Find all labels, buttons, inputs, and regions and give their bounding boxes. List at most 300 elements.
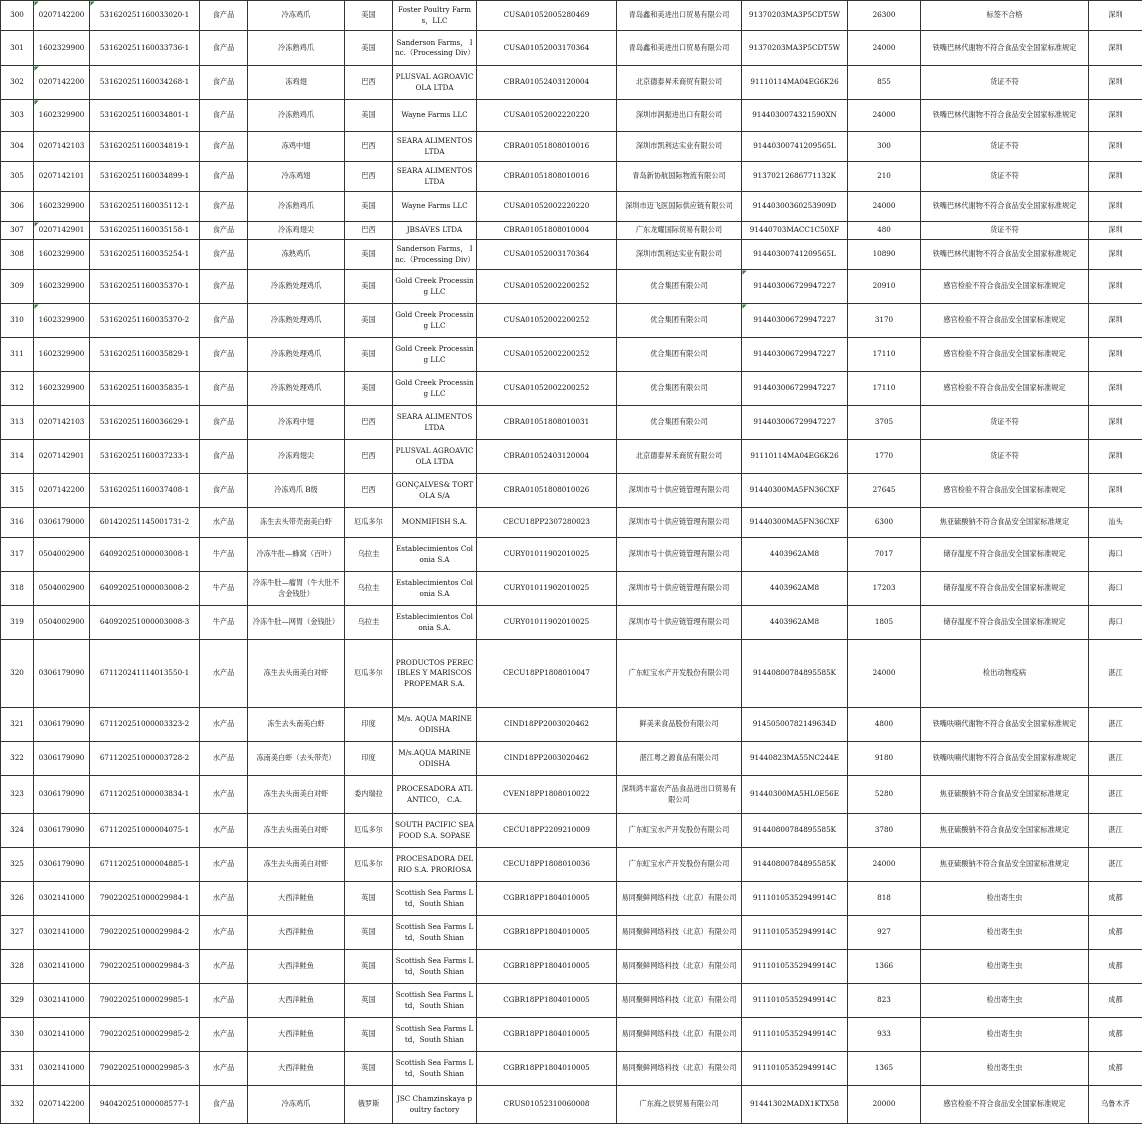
registration-number-cell: CBRA01051808010026 (477, 474, 617, 508)
origin-country-cell: 英国 (345, 950, 393, 984)
row-number-cell: 302 (1, 66, 34, 100)
quantity-cell: 855 (848, 66, 921, 100)
table-row (1, 31, 1142, 66)
importer-name-cell: 优合集团有限公司 (617, 304, 742, 338)
origin-country-cell: 巴西 (345, 222, 393, 240)
quantity-cell: 17203 (848, 572, 921, 606)
rejection-reason-cell: 货证不符 (921, 440, 1089, 474)
rejection-reason-cell: 储存温度不符合食品安全国家标准规定 (921, 606, 1089, 640)
port-cell: 深圳 (1089, 304, 1142, 338)
table-row (1, 1018, 1142, 1052)
declaration-number-cell: 671120251000004075-1 (90, 814, 200, 848)
quantity-cell: 927 (848, 916, 921, 950)
table-row (1, 1052, 1142, 1086)
port-cell: 深圳 (1089, 372, 1142, 406)
product-category-cell: 牛产品 (200, 538, 248, 572)
producer-name-cell: Foster Poultry Farms，LLC (393, 1, 477, 31)
hs-code-cell: 0207142901 (34, 440, 90, 474)
product-category-cell: 水产品 (200, 508, 248, 538)
port-cell: 湛江 (1089, 640, 1142, 708)
credit-code-cell: 91440800784895585K (742, 848, 848, 882)
registration-number-cell: CGBR18PP1804010005 (477, 882, 617, 916)
importer-name-cell: 广东龙耀国际贸易有限公司 (617, 222, 742, 240)
rejection-reason-cell: 标签不合格 (921, 1, 1089, 31)
hs-code-cell: 0207142103 (34, 406, 90, 440)
product-category-cell: 水产品 (200, 950, 248, 984)
row-number-cell: 326 (1, 882, 34, 916)
origin-country-cell: 乌拉圭 (345, 606, 393, 640)
registration-number-cell: CUSA01052002200252 (477, 270, 617, 304)
origin-country-cell: 美国 (345, 338, 393, 372)
product-name-cell: 冻生去头南美白对虾 (248, 848, 345, 882)
registration-number-cell: CVEN18PP1808010022 (477, 776, 617, 814)
rejection-reason-cell: 检出寄生虫 (921, 1018, 1089, 1052)
table-row (1, 572, 1142, 606)
quantity-cell: 24000 (848, 100, 921, 132)
importer-name-cell: 易同聚鲜网络科技（北京）有限公司 (617, 916, 742, 950)
credit-code-cell: 91440300741209565L (742, 240, 848, 270)
importer-name-cell: 易同聚鲜网络科技（北京）有限公司 (617, 950, 742, 984)
registration-number-cell: CURY01011902010025 (477, 572, 617, 606)
rejection-reason-cell: 铁嘴巴林代谢物不符合食品安全国家标准规定 (921, 192, 1089, 222)
port-cell: 深圳 (1089, 192, 1142, 222)
product-category-cell: 食产品 (200, 440, 248, 474)
registration-number-cell: CECU18PP1808010047 (477, 640, 617, 708)
declaration-number-cell: 640920251000003008-2 (90, 572, 200, 606)
credit-code-cell: 91440800784895585K (742, 640, 848, 708)
product-category-cell: 水产品 (200, 882, 248, 916)
hs-code-cell: 1602329900 (34, 192, 90, 222)
port-cell: 成都 (1089, 984, 1142, 1018)
credit-code-cell: 91110114MA04EG6K26 (742, 440, 848, 474)
importer-name-cell: 深圳市号十供应链管理有限公司 (617, 474, 742, 508)
product-category-cell: 水产品 (200, 742, 248, 776)
producer-name-cell: Scottish Sea Farms Ltd，South Shian (393, 950, 477, 984)
product-name-cell: 冷冻鸡翅尖 (248, 222, 345, 240)
product-name-cell: 冻鸡翅 (248, 66, 345, 100)
producer-name-cell: JBSAVES LTDA (393, 222, 477, 240)
credit-code-cell: 914403006729947227 (742, 372, 848, 406)
producer-name-cell: PLUSVAL AGROAVICOLA LTDA (393, 440, 477, 474)
origin-country-cell: 英国 (345, 916, 393, 950)
product-category-cell: 水产品 (200, 776, 248, 814)
credit-code-cell: 91110105352949914C (742, 950, 848, 984)
declaration-number-cell: 531620251160034899-1 (90, 162, 200, 192)
row-number-cell: 300 (1, 1, 34, 31)
credit-code-cell: 91110105352949914C (742, 916, 848, 950)
origin-country-cell: 厄瓜多尔 (345, 848, 393, 882)
rejection-reason-cell: 感官检验不符合食品安全国家标准规定 (921, 1086, 1089, 1124)
port-cell: 深圳 (1089, 31, 1142, 66)
product-name-cell: 冻生去头南美白对虾 (248, 814, 345, 848)
producer-name-cell: M/s. AQUA MARINE ODISHA (393, 708, 477, 742)
table-row (1, 270, 1142, 304)
credit-code-cell: 91110105352949914C (742, 1018, 848, 1052)
product-category-cell: 水产品 (200, 1052, 248, 1086)
declaration-number-cell: 531620251160033020-1 (90, 1, 200, 31)
product-name-cell: 冷冻鸡翅尖 (248, 440, 345, 474)
quantity-cell: 17110 (848, 372, 921, 406)
credit-code-cell: 91110114MA04EG6K26 (742, 66, 848, 100)
importer-name-cell: 深圳市号十供应链管理有限公司 (617, 606, 742, 640)
declaration-number-cell: 531620251160034819-1 (90, 132, 200, 162)
importer-name-cell: 深圳市迈飞医国际供应链有限公司 (617, 192, 742, 222)
credit-code-cell: 914403006729947227 (742, 338, 848, 372)
registration-number-cell: CBRA01052403120004 (477, 66, 617, 100)
table-row (1, 192, 1142, 222)
table-row (1, 742, 1142, 776)
row-number-cell: 324 (1, 814, 34, 848)
port-cell: 海口 (1089, 572, 1142, 606)
registration-number-cell: CBRA01051808010004 (477, 222, 617, 240)
product-name-cell: 冷冻熟鸡爪 (248, 100, 345, 132)
producer-name-cell: SEARA ALIMENTOS LTDA (393, 132, 477, 162)
importer-name-cell: 青岛鑫和美进出口贸易有限公司 (617, 1, 742, 31)
row-number-cell: 331 (1, 1052, 34, 1086)
origin-country-cell: 美国 (345, 1, 393, 31)
importer-name-cell: 易同聚鲜网络科技（北京）有限公司 (617, 984, 742, 1018)
hs-code-cell: 0207142200 (34, 474, 90, 508)
credit-code-cell: 91370203MA3P5CDT5W (742, 1, 848, 31)
row-number-cell: 325 (1, 848, 34, 882)
registration-number-cell: CECU18PP1808010036 (477, 848, 617, 882)
origin-country-cell: 英国 (345, 882, 393, 916)
hs-code-cell: 0306179090 (34, 776, 90, 814)
product-name-cell: 冻生去头南美白对虾 (248, 640, 345, 708)
rejection-reason-cell: 货证不符 (921, 406, 1089, 440)
quantity-cell: 480 (848, 222, 921, 240)
row-number-cell: 303 (1, 100, 34, 132)
hs-code-cell: 0306179090 (34, 640, 90, 708)
product-name-cell: 大西洋鲑鱼 (248, 882, 345, 916)
product-category-cell: 水产品 (200, 640, 248, 708)
port-cell: 深圳 (1089, 1, 1142, 31)
declaration-number-cell: 531620251160034801-1 (90, 100, 200, 132)
row-number-cell: 329 (1, 984, 34, 1018)
registration-number-cell: CUSA01052002220220 (477, 100, 617, 132)
rejection-reason-cell: 货证不符 (921, 162, 1089, 192)
declaration-number-cell: 640920251000003008-1 (90, 538, 200, 572)
row-number-cell: 321 (1, 708, 34, 742)
rejection-reason-cell: 感官检验不符合食品安全国家标准规定 (921, 270, 1089, 304)
product-category-cell: 食产品 (200, 270, 248, 304)
origin-country-cell: 厄瓜多尔 (345, 508, 393, 538)
registration-number-cell: CBRA01051808010031 (477, 406, 617, 440)
row-number-cell: 305 (1, 162, 34, 192)
importer-name-cell: 鲜美来食品股份有限公司 (617, 708, 742, 742)
registration-number-cell: CUSA01052002220220 (477, 192, 617, 222)
origin-country-cell: 印度 (345, 742, 393, 776)
product-category-cell: 食产品 (200, 66, 248, 100)
origin-country-cell: 巴西 (345, 66, 393, 100)
quantity-cell: 20910 (848, 270, 921, 304)
quantity-cell: 300 (848, 132, 921, 162)
declaration-number-cell: 671120241114013550-1 (90, 640, 200, 708)
port-cell: 成都 (1089, 1052, 1142, 1086)
rejection-reason-cell: 焦亚硫酸钠不符合食品安全国家标准规定 (921, 814, 1089, 848)
table-row (1, 814, 1142, 848)
quantity-cell: 818 (848, 882, 921, 916)
table-row (1, 508, 1142, 538)
origin-country-cell: 美国 (345, 372, 393, 406)
hs-code-cell: 0306179090 (34, 848, 90, 882)
rejection-reason-cell: 货证不符 (921, 132, 1089, 162)
producer-name-cell: Sanderson Farms， Inc.（Processing Div） (393, 240, 477, 270)
table-row (1, 100, 1142, 132)
row-number-cell: 311 (1, 338, 34, 372)
producer-name-cell: GONÇALVES& TORTOLA S/A (393, 474, 477, 508)
declaration-number-cell: 531620251160035158-1 (90, 222, 200, 240)
declaration-number-cell: 531620251160035370-2 (90, 304, 200, 338)
hs-code-cell: 1602329900 (34, 100, 90, 132)
producer-name-cell: PLUSVAL AGROAVICOLA LTDA (393, 66, 477, 100)
table-row (1, 950, 1142, 984)
port-cell: 乌鲁木齐 (1089, 1086, 1142, 1124)
producer-name-cell: Scottish Sea Farms Ltd，South Shian (393, 1018, 477, 1052)
table-row (1, 916, 1142, 950)
importer-name-cell: 优合集团有限公司 (617, 406, 742, 440)
product-name-cell: 大西洋鲑鱼 (248, 1018, 345, 1052)
registration-number-cell: CGBR18PP1804010005 (477, 1018, 617, 1052)
table-row (1, 538, 1142, 572)
port-cell: 深圳 (1089, 338, 1142, 372)
product-name-cell: 冷冻牛肚—蜂窝（百叶） (248, 538, 345, 572)
hs-code-cell: 0207142103 (34, 132, 90, 162)
credit-code-cell: 91450500782149634D (742, 708, 848, 742)
importer-name-cell: 易同聚鲜网络科技（北京）有限公司 (617, 1018, 742, 1052)
importer-name-cell: 广东虹宝水产开发股份有限公司 (617, 814, 742, 848)
product-category-cell: 水产品 (200, 984, 248, 1018)
port-cell: 深圳 (1089, 222, 1142, 240)
product-name-cell: 冷冻鸡爪 (248, 1, 345, 31)
importer-name-cell: 深圳市号十供应链管理有限公司 (617, 572, 742, 606)
producer-name-cell: SOUTH PACIFIC SEAFOOD S.A. SOPASE (393, 814, 477, 848)
declaration-number-cell: 531620251160033736-1 (90, 31, 200, 66)
product-name-cell: 冷冻熟鸡爪 (248, 31, 345, 66)
declaration-number-cell: 640920251000003008-3 (90, 606, 200, 640)
hs-code-cell: 0504002900 (34, 572, 90, 606)
quantity-cell: 5280 (848, 776, 921, 814)
credit-code-cell: 91440300MA5FN36CXF (742, 508, 848, 538)
importer-name-cell: 青岛新协航国际物流有限公司 (617, 162, 742, 192)
rejection-reason-cell: 储存温度不符合食品安全国家标准规定 (921, 538, 1089, 572)
product-category-cell: 食产品 (200, 192, 248, 222)
product-category-cell: 水产品 (200, 1018, 248, 1052)
credit-code-cell: 4403962AM8 (742, 606, 848, 640)
declaration-number-cell: 790220251000029985-1 (90, 984, 200, 1018)
credit-code-cell: 91370212686771132K (742, 162, 848, 192)
hs-code-cell: 0207142200 (34, 66, 90, 100)
producer-name-cell: Scottish Sea Farms Ltd，South Shian (393, 882, 477, 916)
product-category-cell: 食产品 (200, 31, 248, 66)
product-name-cell: 冷冻牛肚—网胃（金钱肚） (248, 606, 345, 640)
rejection-reason-cell: 货证不符 (921, 66, 1089, 100)
quantity-cell: 4800 (848, 708, 921, 742)
importer-name-cell: 优合集团有限公司 (617, 338, 742, 372)
product-name-cell: 冷冻鸡爪 B级 (248, 474, 345, 508)
row-number-cell: 320 (1, 640, 34, 708)
port-cell: 成都 (1089, 916, 1142, 950)
table-row (1, 640, 1142, 708)
hs-code-cell: 0207142901 (34, 222, 90, 240)
declaration-number-cell: 790220251000029984-3 (90, 950, 200, 984)
origin-country-cell: 厄瓜多尔 (345, 814, 393, 848)
rejection-reason-cell: 感官检验不符合食品安全国家标准规定 (921, 474, 1089, 508)
origin-country-cell: 巴西 (345, 162, 393, 192)
product-name-cell: 冷冻熟处理鸡爪 (248, 372, 345, 406)
producer-name-cell: Wayne Farms LLC (393, 192, 477, 222)
quantity-cell: 24000 (848, 31, 921, 66)
table-row (1, 474, 1142, 508)
product-name-cell: 冷冻鸡翅 (248, 162, 345, 192)
credit-code-cell: 91440300360253909D (742, 192, 848, 222)
importer-name-cell: 广东海之辰贸易有限公司 (617, 1086, 742, 1124)
hs-code-cell: 0504002900 (34, 606, 90, 640)
quantity-cell: 10890 (848, 240, 921, 270)
producer-name-cell: PROCESADORA ATLANTICO， C.A. (393, 776, 477, 814)
row-number-cell: 310 (1, 304, 34, 338)
product-category-cell: 水产品 (200, 848, 248, 882)
row-number-cell: 309 (1, 270, 34, 304)
product-category-cell: 食产品 (200, 474, 248, 508)
table-row (1, 162, 1142, 192)
rejection-reason-cell: 检出寄生虫 (921, 1052, 1089, 1086)
product-category-cell: 水产品 (200, 814, 248, 848)
row-number-cell: 319 (1, 606, 34, 640)
product-name-cell: 冻生去头带壳南美白虾 (248, 508, 345, 538)
hs-code-cell: 0302141000 (34, 882, 90, 916)
quantity-cell: 6300 (848, 508, 921, 538)
hs-code-cell: 1602329900 (34, 240, 90, 270)
port-cell: 深圳 (1089, 270, 1142, 304)
credit-code-cell: 91440703MACC1C50XF (742, 222, 848, 240)
registration-number-cell: CUSA01052002200252 (477, 372, 617, 406)
importer-name-cell: 深圳市凯利达实业有限公司 (617, 132, 742, 162)
declaration-number-cell: 531620251160035829-1 (90, 338, 200, 372)
port-cell: 成都 (1089, 1018, 1142, 1052)
credit-code-cell: 914403006729947227 (742, 270, 848, 304)
quantity-cell: 7017 (848, 538, 921, 572)
declaration-number-cell: 671120251000003834-1 (90, 776, 200, 814)
producer-name-cell: SEARA ALIMENTOS LTDA (393, 406, 477, 440)
product-category-cell: 食产品 (200, 406, 248, 440)
producer-name-cell: Scottish Sea Farms Ltd，South Shian (393, 916, 477, 950)
row-number-cell: 314 (1, 440, 34, 474)
hs-code-cell: 0302141000 (34, 1052, 90, 1086)
origin-country-cell: 英国 (345, 1052, 393, 1086)
table-row (1, 406, 1142, 440)
hs-code-cell: 0302141000 (34, 916, 90, 950)
table-row (1, 1, 1142, 31)
hs-code-cell: 0306179090 (34, 742, 90, 776)
row-number-cell: 312 (1, 372, 34, 406)
row-number-cell: 327 (1, 916, 34, 950)
quantity-cell: 26300 (848, 1, 921, 31)
product-name-cell: 冻南美白虾（去头带壳） (248, 742, 345, 776)
rejection-reason-cell: 检出寄生虫 (921, 882, 1089, 916)
quantity-cell: 1365 (848, 1052, 921, 1086)
registration-number-cell: CECU18PP2209210009 (477, 814, 617, 848)
product-name-cell: 冷冻熟处理鸡爪 (248, 270, 345, 304)
quantity-cell: 17110 (848, 338, 921, 372)
registration-number-cell: CUSA01052003170364 (477, 31, 617, 66)
product-name-cell: 冻鸡中翅 (248, 132, 345, 162)
hs-code-cell: 0302141000 (34, 950, 90, 984)
declaration-number-cell: 671120251000003728-2 (90, 742, 200, 776)
rejection-reason-cell: 检出动物疫病 (921, 640, 1089, 708)
declaration-number-cell: 531620251160037408-1 (90, 474, 200, 508)
product-category-cell: 食产品 (200, 100, 248, 132)
row-number-cell: 317 (1, 538, 34, 572)
rejection-reason-cell: 感官检验不符合食品安全国家标准规定 (921, 304, 1089, 338)
quantity-cell: 210 (848, 162, 921, 192)
product-name-cell: 大西洋鲑鱼 (248, 1052, 345, 1086)
quantity-cell: 3705 (848, 406, 921, 440)
hs-code-cell: 0207142200 (34, 1086, 90, 1124)
credit-code-cell: 91441302MADX1KTX58 (742, 1086, 848, 1124)
port-cell: 汕头 (1089, 508, 1142, 538)
declaration-number-cell: 531620251160035370-1 (90, 270, 200, 304)
quantity-cell: 1805 (848, 606, 921, 640)
row-number-cell: 323 (1, 776, 34, 814)
producer-name-cell: Establecimientos Colonia S.A (393, 538, 477, 572)
hs-code-cell: 0306179000 (34, 508, 90, 538)
product-name-cell: 冻生去头南美白对虾 (248, 776, 345, 814)
credit-code-cell: 914403006729947227 (742, 406, 848, 440)
hs-code-cell: 0306179090 (34, 708, 90, 742)
table-row (1, 132, 1142, 162)
port-cell: 深圳 (1089, 240, 1142, 270)
hs-code-cell: 0306179090 (34, 814, 90, 848)
rejection-reason-cell: 检出寄生虫 (921, 984, 1089, 1018)
table-row (1, 1086, 1142, 1124)
hs-code-cell: 1602329900 (34, 31, 90, 66)
producer-name-cell: SEARA ALIMENTOS LTDA (393, 162, 477, 192)
port-cell: 深圳 (1089, 440, 1142, 474)
table-row (1, 240, 1142, 270)
table-row (1, 848, 1142, 882)
origin-country-cell: 美国 (345, 240, 393, 270)
table-row (1, 304, 1142, 338)
port-cell: 深圳 (1089, 132, 1142, 162)
quantity-cell: 823 (848, 984, 921, 1018)
rejection-reason-cell: 焦亚硫酸钠不符合食品安全国家标准规定 (921, 508, 1089, 538)
quantity-cell: 24000 (848, 192, 921, 222)
importer-name-cell: 北京德泰昇禾商贸有限公司 (617, 66, 742, 100)
product-category-cell: 牛产品 (200, 572, 248, 606)
product-category-cell: 食产品 (200, 1, 248, 31)
declaration-number-cell: 790220251000029985-3 (90, 1052, 200, 1086)
hs-code-cell: 0207142200 (34, 1, 90, 31)
declaration-number-cell: 531620251160037233-1 (90, 440, 200, 474)
importer-name-cell: 优合集团有限公司 (617, 372, 742, 406)
rejection-reason-cell: 感官检验不符合食品安全国家标准规定 (921, 338, 1089, 372)
credit-code-cell: 4403962AM8 (742, 538, 848, 572)
rejection-reason-cell: 铁嘴呋喃代谢物不符合食品安全国家标准规定 (921, 742, 1089, 776)
port-cell: 湛江 (1089, 776, 1142, 814)
producer-name-cell: PROCESADORA DEL RIO S.A. PRORIOSA (393, 848, 477, 882)
row-number-cell: 301 (1, 31, 34, 66)
table-row (1, 776, 1142, 814)
importer-name-cell: 深圳市号十供应链管理有限公司 (617, 508, 742, 538)
port-cell: 海口 (1089, 538, 1142, 572)
declaration-number-cell: 790220251000029984-1 (90, 882, 200, 916)
origin-country-cell: 美国 (345, 304, 393, 338)
registration-number-cell: CGBR18PP1804010005 (477, 1052, 617, 1086)
table-row (1, 222, 1142, 240)
origin-country-cell: 美国 (345, 270, 393, 304)
producer-name-cell: Gold Creek Processing LLC (393, 372, 477, 406)
